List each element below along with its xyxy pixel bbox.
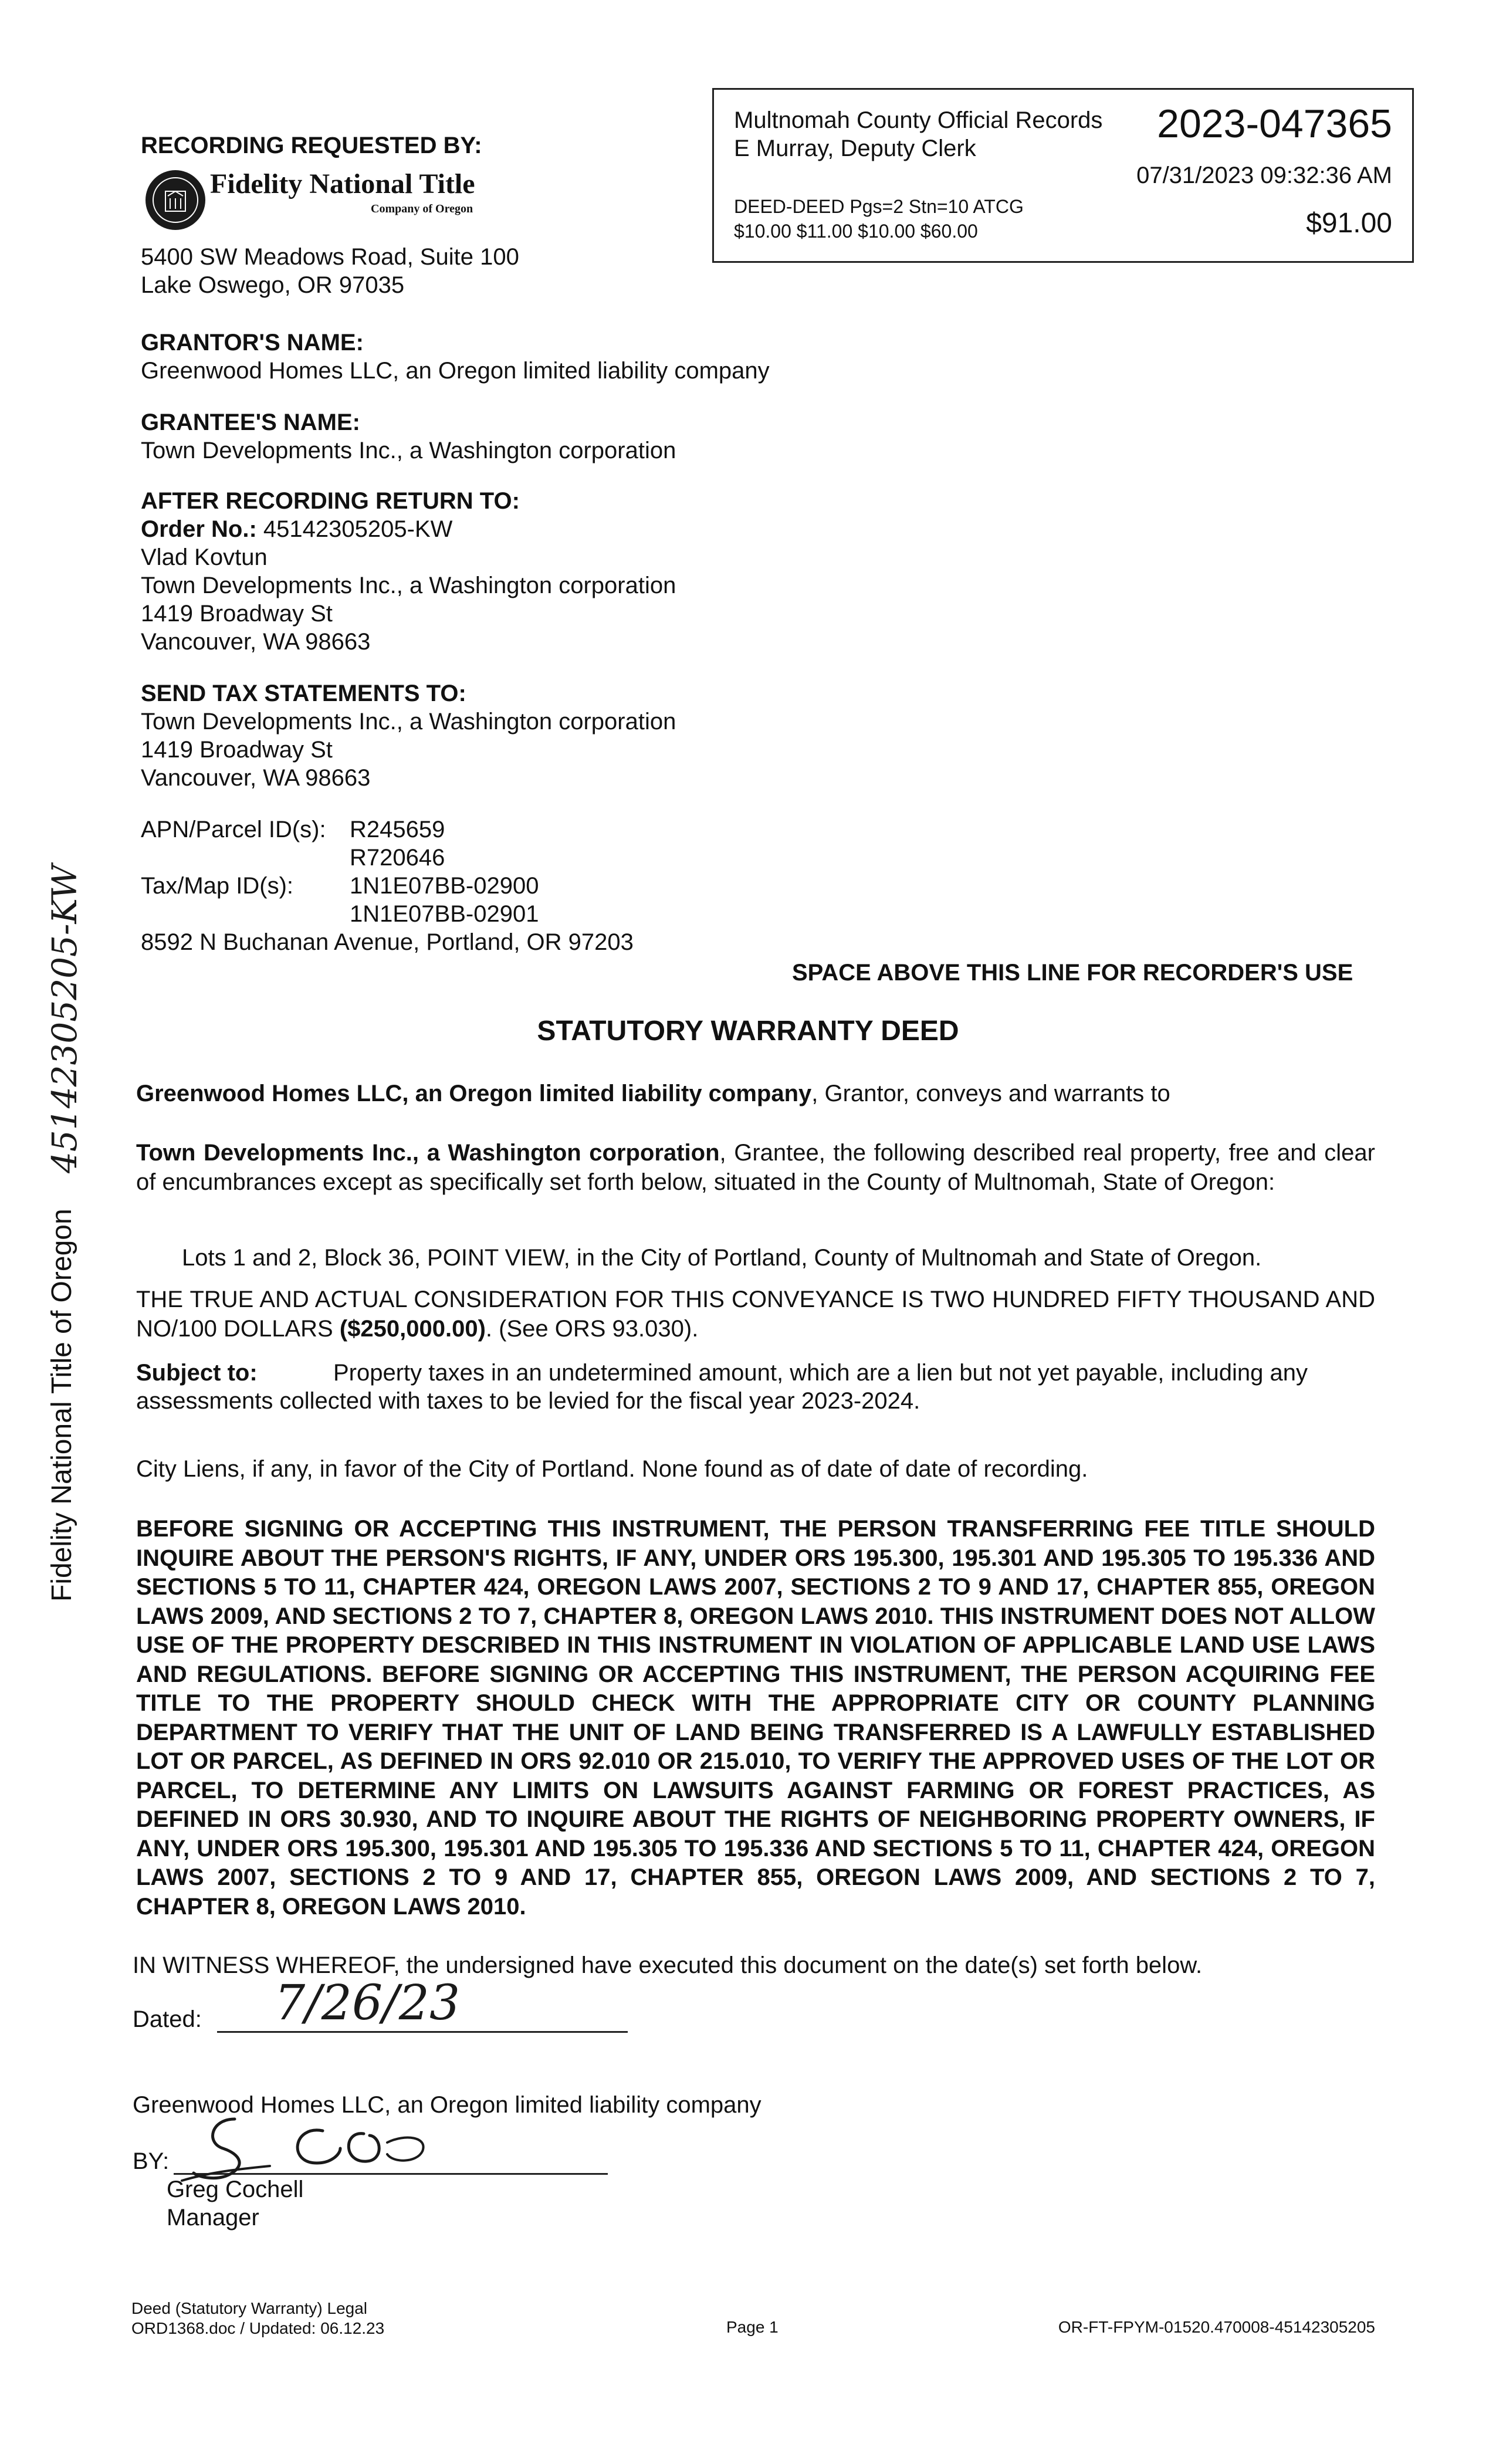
conveyance-text: , Grantor, conveys and warrants to: [811, 1081, 1170, 1106]
recorder-datetime: 07/31/2023 09:32:36 AM: [1136, 163, 1392, 188]
signer-title: Manager: [167, 2205, 259, 2231]
witness-clause: IN WITNESS WHEREOF, the undersigned have executed this document on the date(s) set forth below.: [133, 1952, 1203, 1978]
grantor-name: Greenwood Homes LLC, an Oregon limited liability company: [141, 358, 770, 384]
consideration-paragraph: [136, 1285, 1375, 1343]
return-to-line: Vancouver, WA 98663: [141, 629, 371, 655]
requester-address-line1: 5400 SW Meadows Road, Suite 100: [141, 244, 519, 270]
recorder-clerk: E Murray, Deputy Clerk: [734, 136, 976, 161]
order-number: [141, 515, 452, 543]
footer-page-number: Page 1: [726, 2318, 779, 2336]
land-use-warning: BEFORE SIGNING OR ACCEPTING THIS INSTRUMENT, THE PERSON TRANSFERRING FEE TITLE SHOULD INQUIRE ABOUT THE PERSON'S RIGHTS, IF ANY, UNDER ORS 195.300, 195.301 AND 195.305 TO 195.336 AND SECTIONS 5 TO 11, CHAPTER 424, OREGON LAWS 2007, SECTIONS 2 TO 9 AND 17, CHAPTER 855, OREGON LAWS 2009, AND SECTIONS 2 TO 7, CHAPTER 8, OREGON LAWS 2010. THIS INSTRUMENT DOES NOT ALLOW USE OF THE PROPERTY DESCRIBED IN THIS INSTRUMENT IN VIOLATION OF APPLICABLE LAND USE LAWS AND REGULATIONS. BEFORE SIGNING OR ACCEPTING THIS INSTRUMENT, THE PERSON ACQUIRING FEE TITLE TO THE PROPERTY SHOULD CHECK WITH THE APPROPRIATE CITY OR COUNTY PLANNING DEPARTMENT TO VERIFY THAT THE UNIT OF LAND BEING TRANSFERRED IS A LAWFULLY ESTABLISHED LOT OR PARCEL, AS DEFINED IN ORS 92.010 OR 215.010, TO VERIFY THE APPROVED USES OF THE LOT OR PARCEL, TO DETERMINE ANY LIMITS ON LAWSUITS AGAINST FARMING OR FOREST PRACTICES, AS DEFINED IN ORS 30.930, AND TO INQUIRE ABOUT THE RIGHTS OF NEIGHBORING PROPERTY OWNERS, IF ANY, UNDER ORS 195.300, 195.301 AND 195.305 TO 195.336 AND SECTIONS 5 TO 11, CHAPTER 424, OREGON LAWS 2007, SECTIONS 2 TO 9 AND 17, CHAPTER 855, OREGON LAWS 2009, AND SECTIONS 2 TO 7, CHAPTER 8, OREGON LAWS 2010.: [136, 1516, 1375, 1920]
apn-label: APN/Parcel ID(s):: [141, 817, 326, 842]
footer-reference: OR-FT-FPYM-01520.470008-45142305205: [1058, 2318, 1375, 2336]
taxmap-value: 1N1E07BB-02900: [350, 873, 539, 899]
consideration-reference: . (See ORS 93.030).: [485, 1316, 699, 1342]
taxmap-value: 1N1E07BB-02901: [350, 901, 539, 927]
grantor-label: GRANTOR'S NAME:: [141, 330, 364, 356]
requester-address-line2: Lake Oswego, OR 97035: [141, 272, 405, 298]
signer-name: Greg Cochell: [167, 2177, 304, 2202]
by-label: BY:: [133, 2148, 170, 2174]
return-to-line: 1419 Broadway St: [141, 601, 333, 627]
apn-value: R720646: [350, 845, 445, 871]
subject-to-text: Property taxes in an undetermined amount, which are a lien but not yet payable, including any assessments collected with taxes to be levied for the fiscal year 2023-2024.: [136, 1360, 1308, 1414]
recorder-doc-code: DEED-DEED Pgs=2 Stn=10 ATCG: [734, 196, 1024, 217]
dated-line: [217, 2031, 628, 2033]
document-title: STATUTORY WARRANTY DEED: [537, 1016, 959, 1047]
company-logo-name: Fidelity National Title: [210, 168, 475, 199]
recorder-use-notice: SPACE ABOVE THIS LINE FOR RECORDER'S USE: [792, 960, 1353, 986]
taxmap-label: Tax/Map ID(s):: [141, 873, 294, 899]
footer-form-name: Deed (Statutory Warranty) Legal: [131, 2299, 368, 2317]
conveyance-paragraph: [136, 1079, 1170, 1108]
footer-form-update: ORD1368.doc / Updated: 06.12.23: [131, 2319, 385, 2337]
subject-to-label: Subject to:: [136, 1360, 258, 1386]
tax-statements-label: SEND TAX STATEMENTS TO:: [141, 681, 466, 706]
grantee-paragraph: [136, 1138, 1375, 1197]
tax-statements-line: Town Developments Inc., a Washington corporation: [141, 709, 676, 735]
grantee-text: , Grantee, the following described real property, free and clear of encumbrances except as specifically set forth below, situated in the County of Multnomah, State of Oregon:: [136, 1140, 1375, 1195]
tax-statements-line: Vancouver, WA 98663: [141, 765, 371, 791]
grantor-bold: Greenwood Homes LLC, an Oregon limited liability company: [136, 1081, 812, 1106]
consideration-amount: ($250,000.00): [339, 1316, 486, 1342]
return-to-label: AFTER RECORDING RETURN TO:: [141, 488, 520, 514]
grantee-name: Town Developments Inc., a Washington corporation: [141, 438, 676, 463]
recorder-doc-number: 2023-047365: [1157, 101, 1392, 146]
recorder-total: $91.00: [1306, 208, 1392, 239]
dated-label: Dated:: [133, 2006, 202, 2032]
return-to-line: Vlad Kovtun: [141, 544, 268, 570]
eagle-emblem-icon: [145, 170, 205, 230]
side-note-company: Fidelity National Title of Oregon: [46, 1209, 77, 1602]
grantee-label: GRANTEE'S NAME:: [141, 409, 360, 435]
order-number-value: 45142305205-KW: [263, 516, 453, 542]
dated-handwritten: 7/26/23: [275, 1975, 461, 2031]
grantee-bold: Town Developments Inc., a Washington corporation: [136, 1140, 720, 1166]
recorder-fees: $10.00 $11.00 $10.00 $60.00: [734, 221, 978, 242]
consideration-text: THE TRUE AND ACTUAL CONSIDERATION FOR THIS CONVEYANCE IS TWO HUNDRED FIFTY THOUSAND AND NO/100 DOLLARS: [136, 1287, 1375, 1342]
legal-description: Lots 1 and 2, Block 36, POINT VIEW, in the City of Portland, County of Multnomah and State of Oregon.: [182, 1245, 1262, 1271]
company-logo-icon: [145, 170, 205, 230]
recording-requested-label: RECORDING REQUESTED BY:: [141, 133, 482, 158]
company-logo-subtitle: Company of Oregon: [371, 202, 473, 215]
return-to-line: Town Developments Inc., a Washington corporation: [141, 573, 676, 598]
order-number-label: Order No.:: [141, 516, 257, 542]
recorder-office: Multnomah County Official Records: [734, 107, 1103, 133]
recorder-stamp-box: [712, 88, 1414, 263]
city-liens: City Liens, if any, in favor of the City of Portland. None found as of date of date of recording.: [136, 1456, 1088, 1482]
side-note-handwritten-order: 45142305205-KW: [45, 864, 84, 1173]
property-address: 8592 N Buchanan Avenue, Portland, OR 97203: [141, 929, 634, 955]
signature-company: Greenwood Homes LLC, an Oregon limited liability company: [133, 2092, 761, 2118]
apn-value: R245659: [350, 817, 445, 842]
tax-statements-line: 1419 Broadway St: [141, 737, 333, 763]
